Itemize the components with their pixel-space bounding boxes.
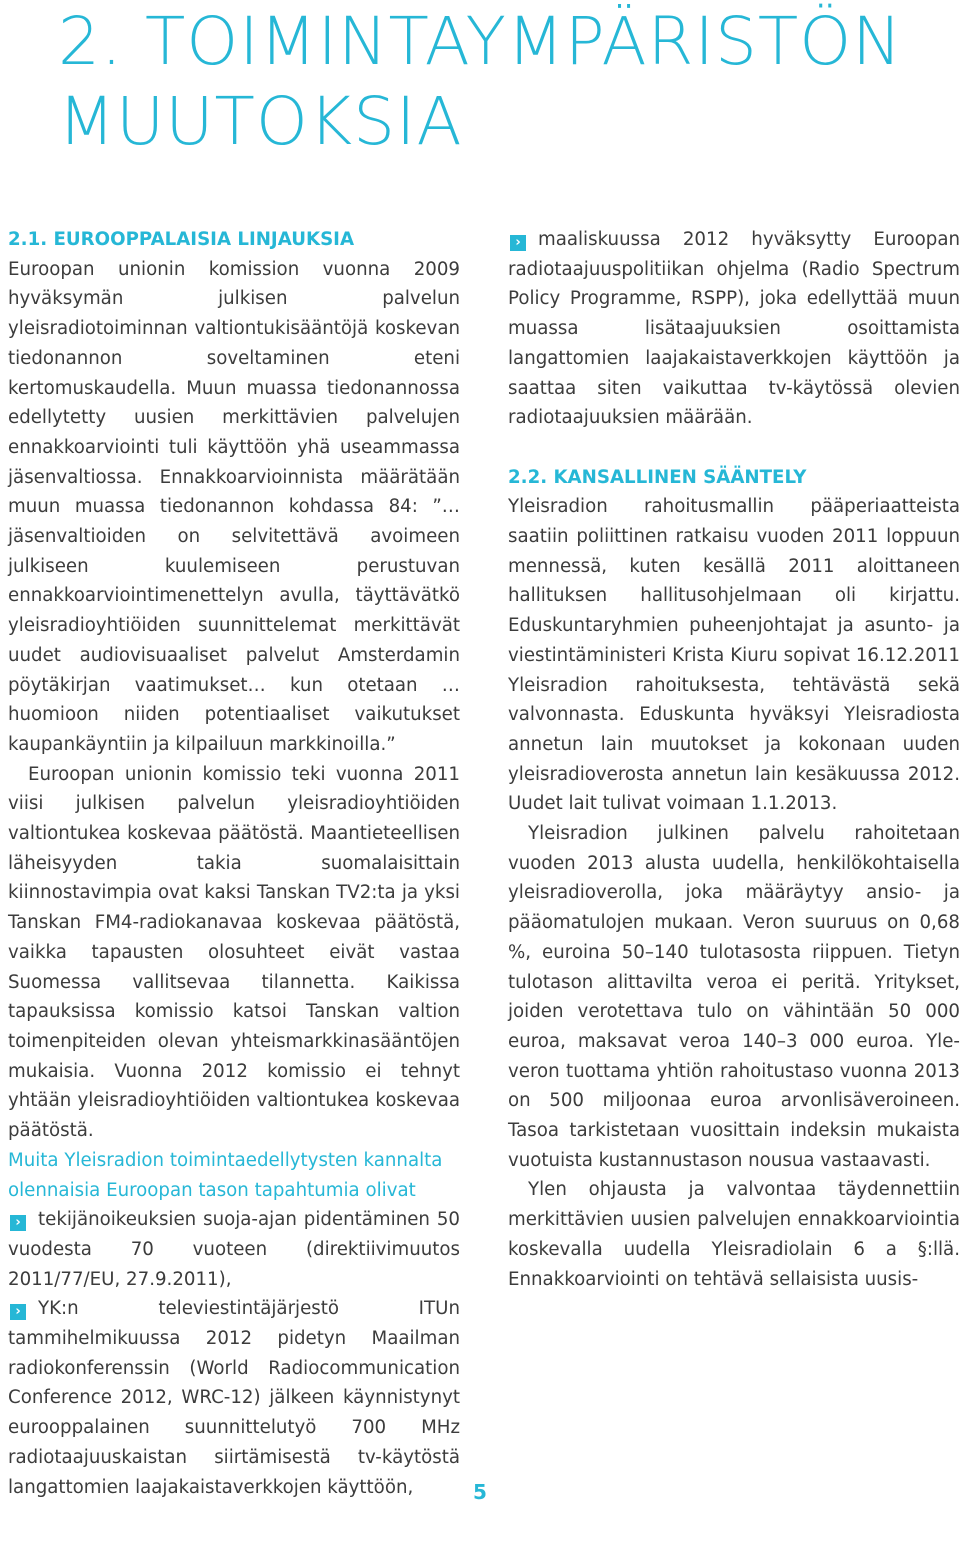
page-title-line-2: MUUTOKSIA bbox=[58, 83, 463, 160]
list-item-text: maaliskuussa 2012 hyväksytty Euroopan radiotaajuuspolitiikan ohjelma (Radio Spectrum Policy Programme, RSPP), joka edellyttää muun muassa lisätaajuuksien osoittamista langattomien laajakaistaverkkojen käyttöön ja saattaa siten vaikuttaa tv-käytössä olevien radiotaajuuksien määrään. bbox=[508, 229, 960, 429]
arrow-right-icon: › bbox=[510, 235, 526, 251]
spacer bbox=[508, 433, 960, 463]
paragraph: Ylen ohjausta ja valvontaa täydennettiin merkittävien uusien palvelujen ennakkoarviointia koskevalla uudella Yleisradiolain 6 a §:llä. Ennakkoarviointi on tehtävä sellaisista uusis- bbox=[508, 1179, 960, 1290]
paragraph: Yleisradion julkinen palvelu rahoitetaan vuoden 2013 alusta uudella, henkilökohtaisella yleisradioverolla, joka määräytyy ansio- ja pääomatulojen mukaan. Veron suuruus on 0,68 %, euroina 50–140 tulotasosta riippuen. Tietyn tulotason alittavilta veroa ei peritä. Yritykset, joiden verotettava tulo on vähintään 50 000 euroa, maksavat veroa 140–3 000 euroa. Yle-veron tuottama yhtiön rahoitustaso vuonna 2013 on 500 miljoonaa euroa arvonlisäveroineen. Tasoa tarkistetaan vuosittain indeksin mukaista vuotuista kustannustason nousua vastaavasti. bbox=[508, 823, 960, 1171]
paragraph: Yleisradion rahoitusmallin pääperiaatteista saatiin poliittinen ratkaisu vuoden 2011 loppuun mennessä, kuten kesällä 2011 aloittaneen hallituksen hallitusohjelmaan oli kirjattu. Eduskuntaryhmien puheenjohtajat ja asunto- ja viestintäministeri Krista Kiuru sopivat 16.12.2011 Yleisradion rahoituksesta, tehtävästä sekä valvonnasta. Eduskunta hyväksyi Yleisradiosta annetun lain muutokset ja kokonaan uuden yleisradioverosta annetun lain kesäkuussa 2012. Uudet lait tulivat voimaan 1.1.2013. bbox=[508, 496, 960, 815]
left-column bbox=[8, 225, 460, 1502]
list-item-text: YK:n televiestintäjärjestö ITUn tammihelmikuussa 2012 pidetyn Maailman radiokonferenssin (World Radiocommunication Conference 2012, WRC-12) jälkeen käynnistynyt eurooppalainen suunnittelutyö 700 MHz radiotaajuuskaistan siirtämisestä tv-käytöstä langattomien laajakaistaverkkojen käyttöön, bbox=[8, 1298, 460, 1498]
subheading: Muita Yleisradion toimintaedellytysten kannalta olennaisia Euroopan tason tapahtumia olivat bbox=[8, 1149, 443, 1201]
list-item bbox=[508, 225, 960, 433]
paragraph: Euroopan unionin komissio teki vuonna 2011 viisi julkisen palvelun yleisradioyhtiöiden valtiontukea koskevaa päätöstä. Maantieteellisen läheisyyden takia suomalaisittain kiinnostavimpia ovat kaksi Tanskan TV2:ta ja yksi Tanskan FM4-radiokanavaa koskevaa päätöstä, vaikka tapausten olosuhteet eivät vastaa Suomessa vallitsevaa tilannetta. Kaikissa tapauksissa komissio katsoi Tanskan valtion toimenpiteiden olevan yhteismarkkinasääntöjen mukaisia. Vuonna 2012 komissio ei tehnyt yhtään yleisradioyhtiöiden valtiontukea koskevaa päätöstä. bbox=[8, 763, 460, 1142]
paragraph: Euroopan unionin komission vuonna 2009 hyväksymän julkisen palvelun yleisradiotoiminnan valtiontukisääntöjä koskevan tiedonannon soveltaminen eteni kertomuskaudella. Muun muassa tiedonannossa edellytetty uusien merkittävien palvelujen ennakkoarviointi tuli käyttöön yhä useammassa jäsenvaltiossa. Ennakkoarvioinnista määrätään muun muassa tiedonannon kohdassa 84: ”… jäsenvaltioiden on selvitettävä avoimeen julkiseen kuulemiseen perustuvan ennakkoarviointimenettelyn avulla, täyttävätkö yleisradioyhtiöiden suunnittelemat merkittävät uudet audiovisuaaliset palvelut Amsterdamin pöytäkirjan vaatimukset… kun otetaan … huomioon niiden potentiaaliset vaikutukset kaupankäyntiin ja kilpailuun markkinoilla.” bbox=[8, 258, 460, 755]
arrow-right-icon: › bbox=[10, 1215, 26, 1231]
page-number: 5 bbox=[473, 1480, 487, 1504]
list-item bbox=[8, 1294, 460, 1502]
list-item bbox=[8, 1205, 460, 1294]
page-title-line-1: 2. TOIMINTAYMPÄRISTÖN bbox=[58, 3, 903, 80]
arrow-right-icon: › bbox=[10, 1304, 26, 1320]
section-heading-2-2: 2.2. KANSALLINEN SÄÄNTELY bbox=[508, 466, 807, 488]
section-heading-2-1: 2.1. EUROOPPALAISIA LINJAUKSIA bbox=[8, 229, 355, 250]
right-column bbox=[508, 225, 960, 1294]
list-item-text: tekijänoikeuksien suoja-ajan pidentäminen 50 vuodesta 70 vuoteen (direktiivimuutos 2011/77/EU, 27.9.2011), bbox=[8, 1209, 460, 1290]
page-title bbox=[58, 2, 938, 162]
